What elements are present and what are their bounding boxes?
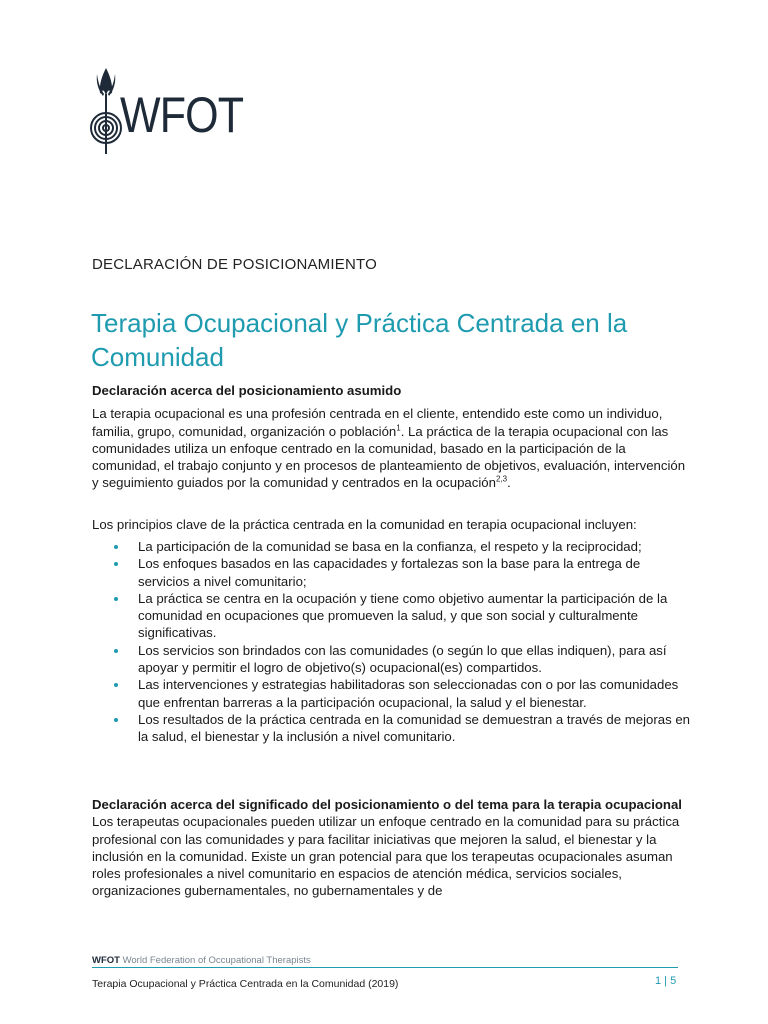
list-item xyxy=(92,555,692,590)
principles-list xyxy=(92,538,692,746)
intro-text-a: La terapia ocupacional es una profesión centrada en el cliente, entendido este como un individuo, familia, grupo, comunidad, organización o población xyxy=(92,406,663,439)
footer-divider xyxy=(92,967,678,968)
footer-brand-abbrev: WFOT xyxy=(92,955,120,966)
list-item-text: Los servicios son brindados con las comunidades (o según lo que ellas indiquen), para así apoyar y permitir el logro de objetivo(s) ocupacional(es) compartidos. xyxy=(138,642,667,676)
footer-brand-name: World Federation of Occupational Therapists xyxy=(119,955,311,966)
bullet-icon xyxy=(114,597,118,601)
section-significance xyxy=(92,796,692,900)
principles-intro: Los principios clave de la práctica centrada en la comunidad en terapia ocupacional incluyen: xyxy=(92,517,637,532)
list-item xyxy=(92,676,692,711)
list-item xyxy=(92,642,692,677)
bullet-icon xyxy=(114,718,118,722)
significance-paragraph: Los terapeutas ocupacionales pueden utilizar un enfoque centrado en la comunidad para su práctica profesional con las comunidades y para facilitar iniciativas que mejoren la salud, el bienestar y la inclusión en la comunidad. Existe un gran potencial para que los terapeutas ocupacionales asuman roles profesionales a nivel comunitario en espacios de atención médica, servicios sociales, organizaciones gubernamentales, no gubernamentales y de xyxy=(92,814,680,899)
page-number: 1 | 5 xyxy=(655,975,677,987)
intro-text-c: . xyxy=(507,475,511,491)
page-title: Terapia Ocupacional y Práctica Centrada en la Comunidad xyxy=(91,308,628,372)
footnote-ref: 1 xyxy=(396,423,401,433)
intro-paragraph xyxy=(92,405,692,491)
list-item xyxy=(92,538,692,555)
section-heading: Declaración acerca del posicionamiento asumido xyxy=(92,383,402,398)
intro-text-b: . La práctica de la terapia ocupacional con las comunidades utiliza un enfoque centrado en la comunidad, basado en la participación de la comunidad, el trabajo conjunto y en procesos de planteamiento de objetivos, evaluación, intervención y seguimiento guiados por la comunidad y centrados en la ocupación xyxy=(92,423,686,491)
list-item-text: Los resultados de la práctica centrada en la comunidad se demuestran a través de mejoras en la salud, el bienestar y la inclusión a nivel comunitario. xyxy=(138,711,690,745)
list-item-text: La participación de la comunidad se basa en la confianza, el respeto y la reciprocidad; xyxy=(138,539,642,554)
footer-document-title: Terapia Ocupacional y Práctica Centrada en la Comunidad (2019) xyxy=(92,978,399,990)
list-item xyxy=(92,711,692,746)
wfot-logo xyxy=(90,66,244,156)
wfot-wordmark: WFOT xyxy=(120,87,244,143)
bullet-icon xyxy=(114,649,118,653)
wfot-emblem-icon xyxy=(90,66,122,156)
footnote-ref: 2,3 xyxy=(495,475,508,485)
footer-brand xyxy=(92,955,311,966)
list-item-text: La práctica se centra en la ocupación y tiene como objetivo aumentar la participación de la comunidad en ocupaciones que promueven la salud, y que son social y culturalmente significativas. xyxy=(138,590,668,641)
bullet-icon xyxy=(114,545,118,549)
list-item-text: Los enfoques basados en las capacidades y fortalezas son la base para la entrega de servicios a nivel comunitario; xyxy=(138,556,641,589)
bullet-icon xyxy=(114,562,118,566)
list-item-text: Las intervenciones y estrategias habilitadoras son seleccionadas con o por las comunidades que enfrentan barreras a la participación ocupacional, la salud y el bienestar. xyxy=(138,677,679,710)
bullet-icon xyxy=(114,683,118,687)
section-heading: Declaración acerca del significado del posicionamiento o del tema para la terapia ocupacional xyxy=(92,797,682,812)
list-item xyxy=(92,590,692,642)
document-type-label: DECLARACIÓN DE POSICIONAMIENTO xyxy=(92,256,377,273)
section-position-statement xyxy=(92,382,692,492)
